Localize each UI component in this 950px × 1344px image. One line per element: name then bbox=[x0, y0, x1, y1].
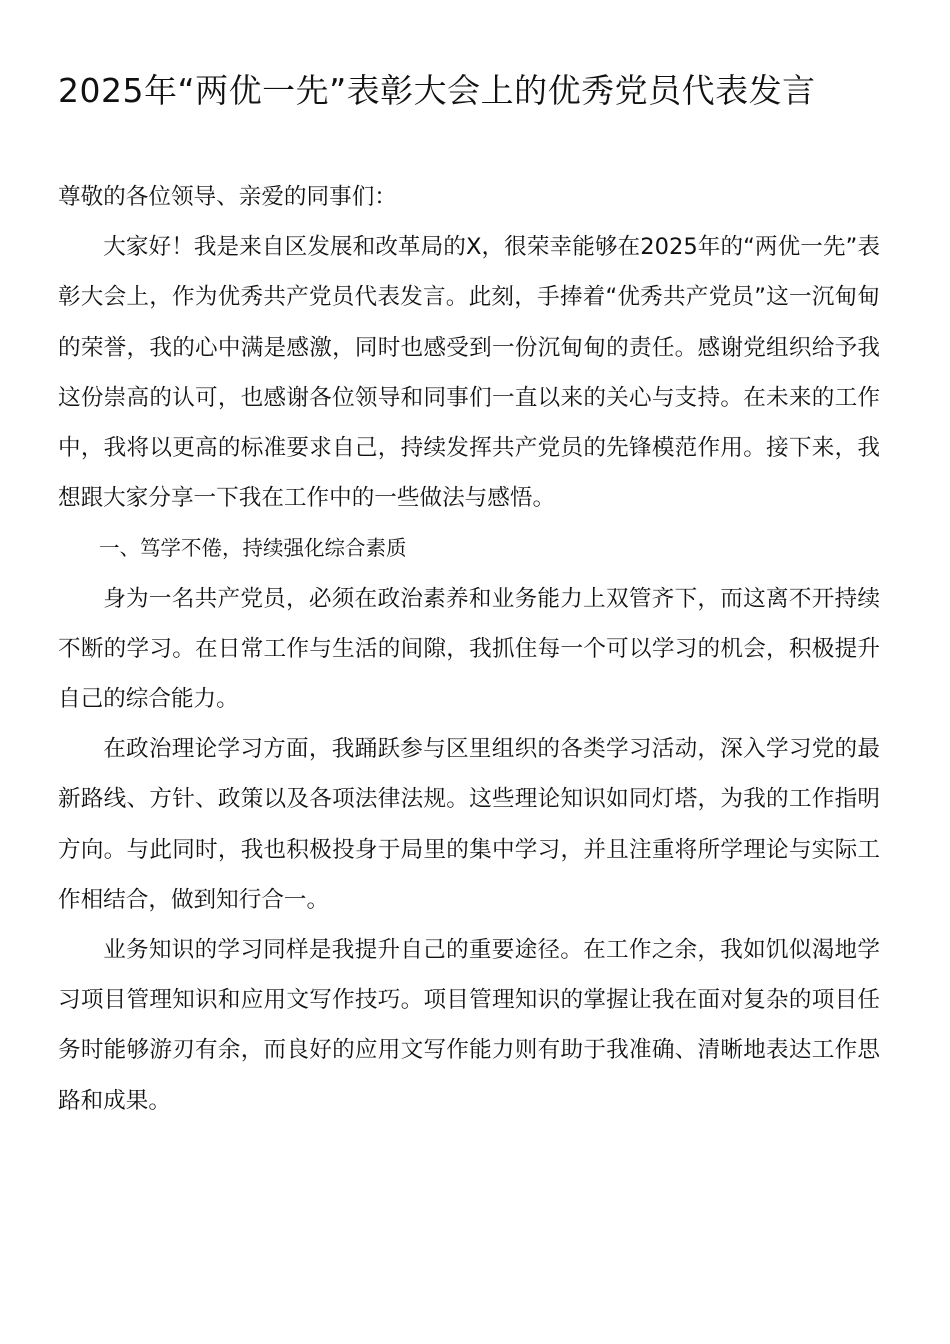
document-page bbox=[58, 0, 880, 1126]
section-paragraph-1: 身为一名共产党员，必须在政治素养和业务能力上双管齐下，而这离不开持续不断的学习。在日常工作与生活的间隙，我抓住每一个可以学习的机会，积极提升自己的综合能力。 bbox=[58, 585, 880, 713]
section-paragraph-3: 业务知识的学习同样是我提升自己的重要途径。在工作之余，我如饥似渴地学习项目管理知识和应用文写作技巧。项目管理知识的掌握让我在面对复杂的项目任务时能够游刃有余，而良好的应用文写作能力则有助于我准确、清晰地表达工作思路和成果。 bbox=[58, 937, 880, 1114]
section-paragraph-2: 在政治理论学习方面，我踊跃参与区里组织的各类学习活动，深入学习党的最新路线、方针、政策以及各项法律法规。这些理论知识如同灯塔，为我的工作指明方向。与此同时，我也积极投身于局里的集中学习，并且注重将所学理论与实际工作相结合，做到知行合一。 bbox=[58, 736, 880, 913]
document-title: 2025年“两优一先”表彰大会上的优秀党员代表发言 bbox=[58, 71, 816, 110]
document-body bbox=[58, 172, 880, 1126]
section-heading: 一、笃学不倦，持续强化综合素质 bbox=[99, 536, 407, 561]
intro-paragraph: 大家好！我是来自区发展和改革局的X，很荣幸能够在2025年的“两优一先”表彰大会上，作为优秀共产党员代表发言。此刻，手捧着“优秀共产党员”这一沉甸甸的荣誉，我的心中满是感激，同时也感受到一份沉甸甸的责任。感谢党组织给予我这份崇高的认可，也感谢各位领导和同事们一直以来的关心与支持。在未来的工作中，我将以更高的标准要求自己，持续发挥共产党员的先锋模范作用。接下来，我想跟大家分享一下我在工作中的一些做法与感悟。 bbox=[58, 234, 880, 512]
salutation: 尊敬的各位领导、亲爱的同事们： bbox=[58, 184, 397, 210]
